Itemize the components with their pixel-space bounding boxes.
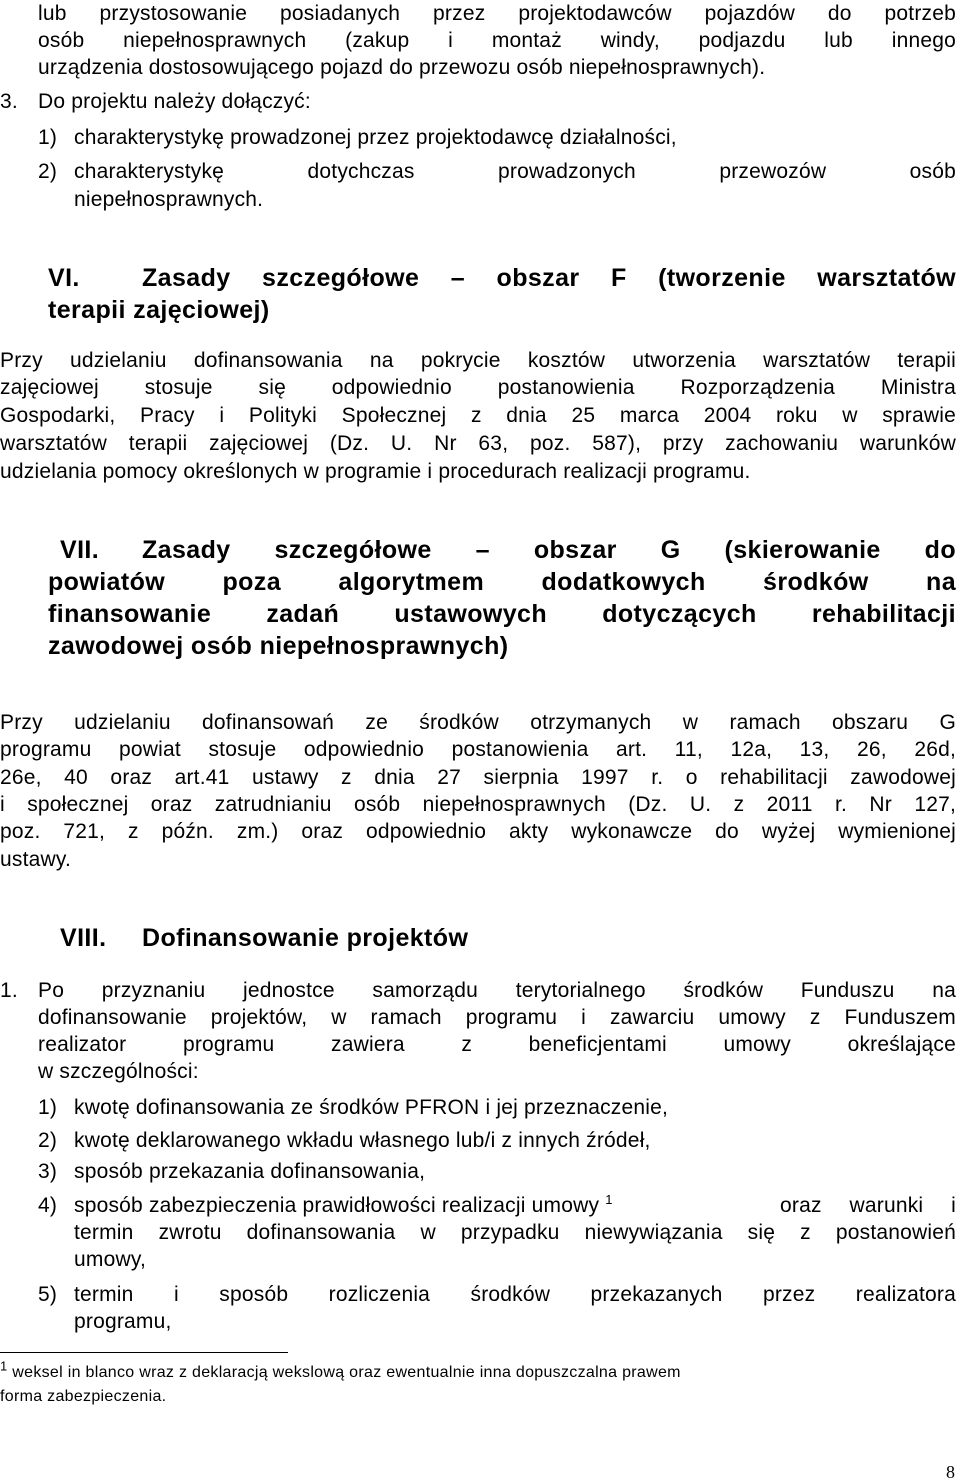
list-number: 1)	[38, 1096, 58, 1119]
text-line: urządzenia dostosowującego pojazd do przewozu osób niepełnosprawnych).	[38, 56, 766, 79]
list-item-line: kwotę dofinansowania ze środków PFRON i jej przeznaczenie,	[74, 1096, 669, 1119]
list-item-line: Po przyznaniu jednostce samorządu terytorialnego środków Funduszu na	[38, 979, 956, 1002]
list-item-line: oraz warunki i	[780, 1194, 956, 1217]
list-number: 1.	[0, 979, 18, 1002]
paragraph-line: udzielania pomocy określonych w programie i procedurach realizacji programu.	[0, 460, 751, 483]
footnote-text: weksel in blanco wraz z deklaracją wekslową oraz ewentualnie inna dopuszczalna prawem	[12, 1364, 681, 1381]
list-item-line: termin i sposób rozliczenia środków przekazanych przez realizatora	[74, 1283, 956, 1306]
paragraph-line: 26e, 40 oraz art.41 ustawy z dnia 27 sierpnia 1997 r. o rehabilitacji zawodowej	[0, 766, 956, 789]
footnote-reference[interactable]: 1	[605, 1192, 613, 1207]
page-number: 8	[946, 1462, 955, 1482]
list-number: 2)	[38, 160, 58, 183]
footnote-line: forma zabezpieczenia.	[0, 1388, 167, 1405]
paragraph-line: Przy udzielaniu dofinansowań ze środków otrzymanych w ramach obszaru G	[0, 711, 956, 734]
paragraph-line: zajęciowej stosuje się odpowiednio postanowienia Rozporządzenia Ministra	[0, 376, 956, 399]
footnote-mark: 1	[0, 1358, 8, 1374]
section-number: VII.	[60, 536, 100, 564]
paragraph-line: Gospodarki, Pracy i Polityki Społecznej z dnia 25 marca 2004 roku w sprawie	[0, 404, 956, 427]
list-number: 2)	[38, 1129, 58, 1152]
list-number: 1)	[38, 126, 58, 149]
list-item-line: realizator programu zawiera z beneficjentami umowy określające	[38, 1033, 956, 1056]
list-item-line: sposób przekazania dofinansowania,	[74, 1160, 426, 1183]
section-heading: Zasady szczegółowe – obszar F (tworzenie warsztatów	[142, 264, 956, 292]
paragraph-line: Przy udzielaniu dofinansowania na pokrycie kosztów utworzenia warsztatów terapii	[0, 349, 956, 372]
list-number: 5)	[38, 1283, 58, 1306]
section-heading: Dofinansowanie projektów	[142, 924, 469, 952]
list-item-line: umowy,	[74, 1248, 146, 1271]
paragraph-line: i społecznej oraz zatrudnianiu osób niepełnosprawnych (Dz. U. z 2011 r. Nr 127,	[0, 793, 956, 816]
list-item: niepełnosprawnych.	[74, 188, 264, 211]
footnote-line	[0, 1358, 681, 1384]
paragraph-line: programu powiat stosuje odpowiednio postanowienia art. 11, 12a, 13, 26, 26d,	[0, 738, 956, 761]
text-line: osób niepełnosprawnych (zakup i montaż windy, podjazdu lub innego	[38, 29, 956, 52]
section-number: VI.	[48, 264, 80, 292]
list-number: 3)	[38, 1160, 58, 1183]
paragraph-line: warsztatów terapii zajęciowej (Dz. U. Nr 63, poz. 587), przy zachowaniu warunków	[0, 432, 956, 455]
list-item-line: dofinansowanie projektów, w ramach programu i zawarciu umowy z Funduszem	[38, 1006, 956, 1029]
text-line: lub przystosowanie posiadanych przez projektodawców pojazdów do potrzeb	[38, 2, 956, 25]
list-item: charakterystykę dotychczas prowadzonych przewozów osób	[74, 160, 956, 183]
list-item-line: termin zwrotu dofinansowania w przypadku niewywiązania się z postanowień	[74, 1221, 956, 1244]
list-number: 4)	[38, 1194, 58, 1217]
section-number: VIII.	[60, 924, 107, 952]
section-heading: finansowanie zadań ustawowych dotyczących rehabilitacji	[48, 600, 956, 628]
section-heading: powiatów poza algorytmem dodatkowych środków na	[48, 568, 956, 596]
list-item-line: w szczególności:	[38, 1060, 199, 1083]
list-item-line	[74, 1192, 613, 1219]
list-item: charakterystykę prowadzonej przez projektodawcę działalności,	[74, 126, 677, 149]
list-item: Do projektu należy dołączyć:	[38, 90, 311, 113]
section-heading: terapii zajęciowej)	[48, 296, 270, 324]
section-heading: zawodowej osób niepełnosprawnych)	[48, 632, 509, 660]
footnote-separator	[0, 1352, 288, 1353]
list-item-text: sposób zabezpieczenia prawidłowości realizacji umowy	[74, 1194, 600, 1217]
section-heading: Zasady szczegółowe – obszar G (skierowanie do	[142, 536, 956, 564]
list-number: 3.	[0, 90, 18, 113]
paragraph-line: poz. 721, z późn. zm.) oraz odpowiednio akty wykonawcze do wyżej wymienionej	[0, 820, 956, 843]
list-item-line: kwotę deklarowanego wkładu własnego lub/i z innych źródeł,	[74, 1129, 651, 1152]
list-item-line: programu,	[74, 1310, 172, 1333]
paragraph-line: ustawy.	[0, 848, 72, 871]
